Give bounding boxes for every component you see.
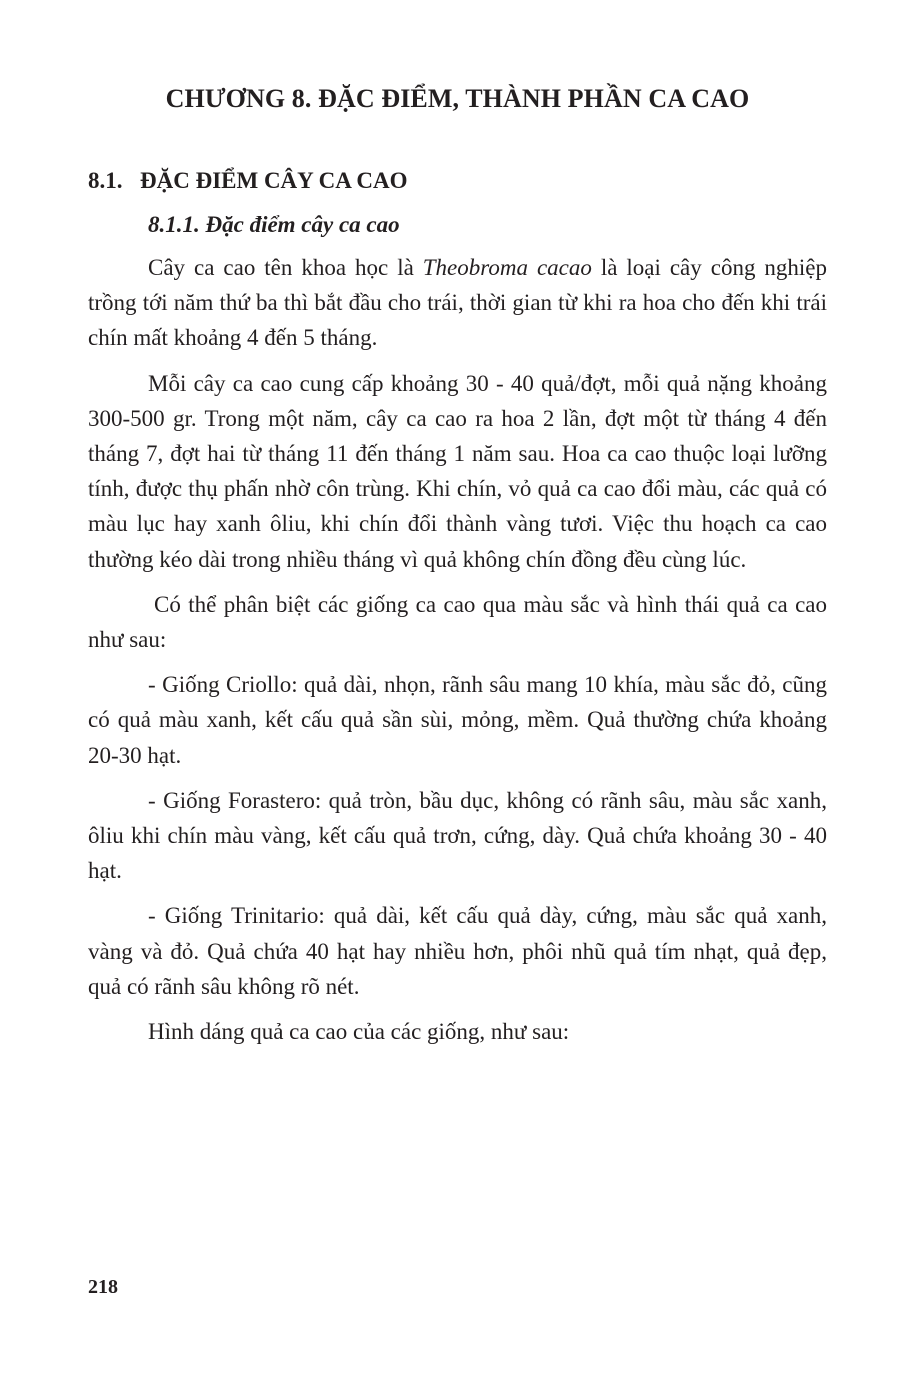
scientific-name: Theobroma cacao — [422, 255, 592, 280]
list-item-criollo: - Giống Criollo: quả dài, nhọn, rãnh sâu mang 10 khía, màu sắc đỏ, cũng có quả màu xanh, kết cấu quả sần sùi, mỏng, mềm. Quả thường chứa khoảng 20-30 hạt. — [88, 672, 827, 768]
paragraph-harvest: Mỗi cây ca cao cung cấp khoảng 30 - 40 quả/đợt, mỗi quả nặng khoảng 300-500 gr. Trong một năm, cây ca cao ra hoa 2 lần, đợt một từ tháng 4 đến tháng 7, đợt hai từ tháng 11 đến tháng 1 năm sau. Hoa ca cao thuộc loại lưỡng tính, được thụ phấn nhờ côn trùng. Khi chín, vỏ quả ca cao đổi màu, các quả có màu lục hay xanh ôliu, khi chín đổi thành vàng tươi. Việc thu hoạch ca cao thường kéo dài trong nhiều tháng vì quả không chín đồng đều cùng lúc. — [88, 370, 827, 572]
body-text — [88, 250, 827, 1059]
subsection-heading: 8.1.1. Đặc điểm cây ca cao — [148, 212, 400, 237]
chapter-title: CHƯƠNG 8. ĐẶC ĐIỂM, THÀNH PHẦN CA CAO — [165, 84, 750, 113]
paragraph-intro-start: Cây ca cao tên khoa học là — [148, 255, 423, 280]
paragraph-intro — [88, 250, 827, 356]
section-number: 8.1. — [88, 168, 123, 193]
paragraph-varieties-intro: Có thể phân biệt các giống ca cao qua màu sắc và hình thái quả ca cao như sau: — [88, 591, 827, 653]
list-item-trinitario: - Giống Trinitario: quả dài, kết cấu quả dày, cứng, màu sắc quả xanh, vàng và đỏ. Quả chứa 40 hạt hay nhiều hơn, phôi nhũ quả tím nhạt, quả đẹp, quả có rãnh sâu không rõ nét. — [88, 903, 827, 999]
page-number: 218 — [88, 1276, 118, 1298]
paragraph-shapes-intro: Hình dáng quả ca cao của các giống, như sau: — [148, 1019, 570, 1045]
section-title: ĐẶC ĐIỂM CÂY CA CAO — [140, 168, 408, 193]
list-item-forastero: - Giống Forastero: quả tròn, bầu dục, không có rãnh sâu, màu sắc xanh, ôliu khi chín màu vàng, kết cấu quả trơn, cứng, dày. Quả chứa khoảng 30 - 40 hạt. — [88, 787, 827, 884]
paragraph-intro-end: là loại cây công nghiệp trồng tới năm thứ ba thì bắt đầu cho trái, thời gian từ khi ra hoa cho đến khi trái chín mất khoảng 4 đến 5 tháng. — [88, 255, 828, 351]
section-heading — [88, 168, 407, 194]
